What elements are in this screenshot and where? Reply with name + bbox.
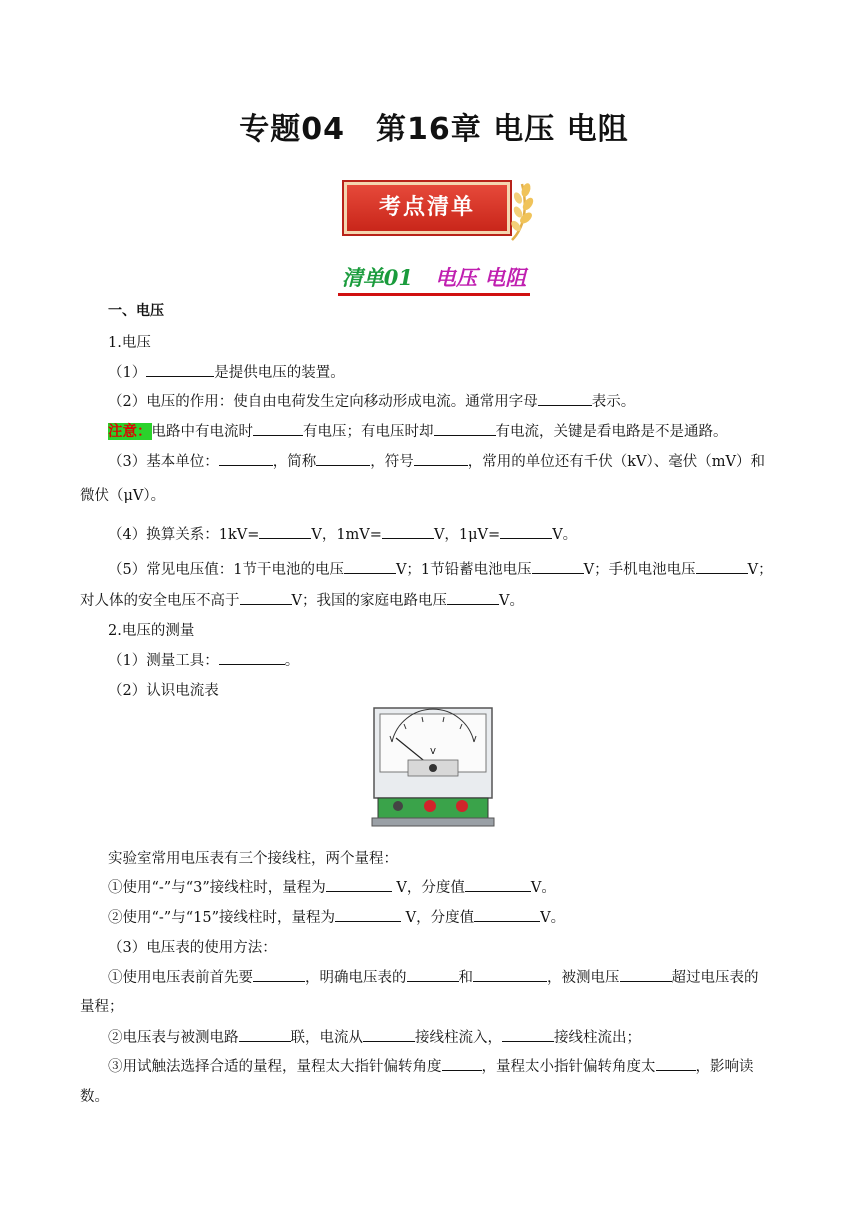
fill-blank[interactable] xyxy=(620,967,672,982)
fill-blank[interactable] xyxy=(253,967,305,982)
fill-blank[interactable] xyxy=(696,559,748,574)
note-label: 注意： xyxy=(108,423,152,440)
paragraph: 微伏（μV）。 xyxy=(80,488,166,504)
voltmeter-unit-label: V xyxy=(430,747,436,756)
paragraph: （2）电压的作用：使自由电荷发生定向移动形成电流。通常用字母 表示。 xyxy=(108,390,635,411)
list-topic: 电压 电阻 xyxy=(434,265,527,290)
paragraph: ②使用“-”与“15”接线柱时，量程为 V，分度值 V。 xyxy=(108,906,565,927)
paragraph: 对人体的安全电压不高于 V；我国的家庭电路电压 V。 xyxy=(80,589,524,610)
paragraph: 量程； xyxy=(80,999,124,1015)
fill-blank[interactable] xyxy=(656,1056,696,1071)
paragraph: ③用试触法选择合适的量程，量程太大指针偏转角度 ，量程太小指针偏转角度太 ，影响读 xyxy=(108,1055,754,1076)
paragraph: ②电压表与被测电路 联，电流从 接线柱流入， 接线柱流出； xyxy=(108,1026,641,1047)
list-heading xyxy=(0,262,868,296)
paragraph: （1）测量工具： 。 xyxy=(108,649,299,670)
paragraph: ①使用“-”与“3”接线柱时，量程为 V，分度值 V。 xyxy=(108,876,556,897)
paragraph: （3）电压表的使用方法： xyxy=(108,940,277,956)
document-title: 专题04 第16章 电压 电阻 xyxy=(239,112,629,147)
laurel-icon xyxy=(508,178,536,244)
fill-blank[interactable] xyxy=(538,391,592,406)
badge-label: 考点清单 xyxy=(344,182,510,234)
fill-blank[interactable] xyxy=(473,967,547,982)
paragraph: （1） 是提供电压的装置。 xyxy=(108,361,345,382)
fill-blank[interactable] xyxy=(240,590,292,605)
badge-kaodian xyxy=(340,178,540,244)
fill-blank[interactable] xyxy=(253,421,303,436)
fill-blank[interactable] xyxy=(146,362,214,377)
fill-blank[interactable] xyxy=(363,1027,415,1042)
paragraph: 实验室常用电压表有三个接线柱，两个量程： xyxy=(108,851,398,867)
paragraph: （5）常见电压值：1节干电池的电压 V；1节铅蓄电池电压 V；手机电池电压 V； xyxy=(108,558,773,579)
fill-blank[interactable] xyxy=(442,1056,482,1071)
section-heading: 一、电压 xyxy=(108,303,164,319)
fill-blank[interactable] xyxy=(465,877,531,892)
fill-blank[interactable] xyxy=(382,524,434,539)
fill-blank[interactable] xyxy=(414,451,468,466)
paragraph: （2）认识电流表 xyxy=(108,683,219,699)
paragraph: （3）基本单位： ，简称 ，符号 ，常用的单位还有千伏（kV）、毫伏（mV）和 xyxy=(108,450,765,471)
subsection-heading: 1.电压 xyxy=(108,335,151,351)
fill-blank[interactable] xyxy=(344,559,396,574)
note-line: 注意：电路中有电流时 有电压；有电压时却 有电流，关键是看电路是不是通路。 xyxy=(108,423,728,440)
fill-blank[interactable] xyxy=(474,907,540,922)
fill-blank[interactable] xyxy=(502,1027,554,1042)
subsection-heading: 2.电压的测量 xyxy=(108,623,195,639)
fill-blank[interactable] xyxy=(239,1027,291,1042)
fill-blank[interactable] xyxy=(259,524,311,539)
list-number: 清单01 xyxy=(341,265,413,290)
fill-blank[interactable] xyxy=(219,650,285,665)
paragraph: （4）换算关系：1kV= V，1mV= V，1μV= V。 xyxy=(108,523,577,544)
fill-blank[interactable] xyxy=(447,590,499,605)
fill-blank[interactable] xyxy=(434,421,496,436)
fill-blank[interactable] xyxy=(532,559,584,574)
voltmeter-image xyxy=(368,702,498,832)
fill-blank[interactable] xyxy=(335,907,401,922)
fill-blank[interactable] xyxy=(316,451,370,466)
fill-blank[interactable] xyxy=(326,877,392,892)
fill-blank[interactable] xyxy=(500,524,552,539)
paragraph: ①使用电压表前首先要 ，明确电压表的 和 ，被测电压 超过电压表的 xyxy=(108,966,759,987)
fill-blank[interactable] xyxy=(407,967,459,982)
fill-blank[interactable] xyxy=(219,451,273,466)
paragraph: 数。 xyxy=(80,1089,109,1105)
